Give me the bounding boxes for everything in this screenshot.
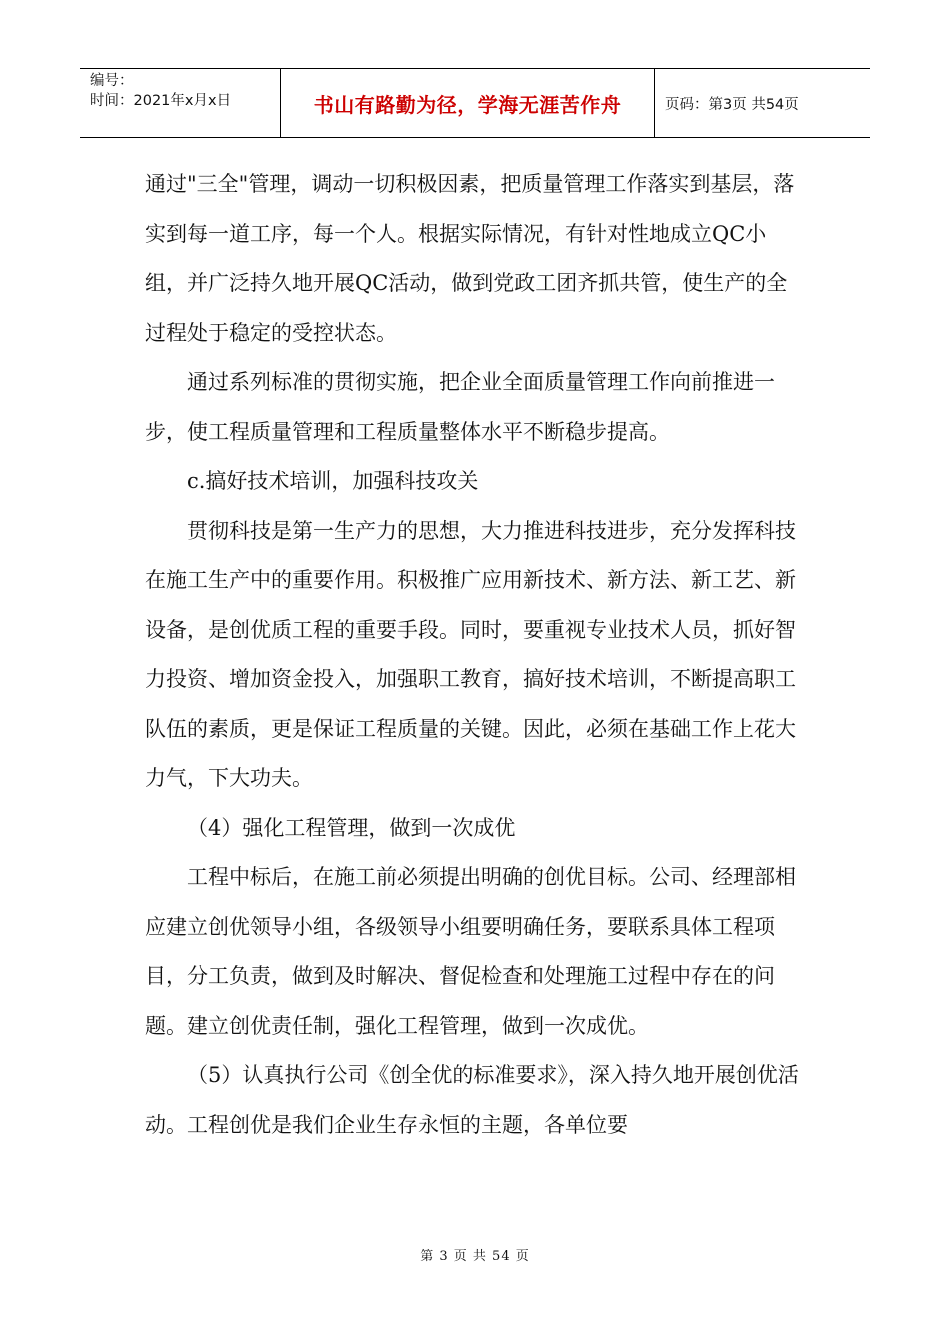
document-number-label: 编号： bbox=[90, 73, 134, 89]
document-date-label: 时间：2021年x月x日 bbox=[90, 93, 232, 109]
header-motto: 书山有路勤为径，学海无涯苦作舟 bbox=[281, 69, 655, 137]
page-footer: 第 3 页 共 54 页 bbox=[420, 1249, 530, 1264]
paragraph-1: 通过"三全"管理，调动一切积极因素，把质量管理工作落实到基层，落实到每一道工序，每一个人。根据实际情况，有针对性地成立QC小组，并广泛持久地开展QC活动，做到党政工团齐抓共管，使生产的全过程处于稳定的受控状态。 bbox=[145, 172, 795, 345]
document-body bbox=[145, 160, 805, 1150]
section-heading-4: （4）强化工程管理，做到一次成优 bbox=[187, 815, 516, 840]
paragraph-4: 工程中标后，在施工前必须提出明确的创优目标。公司、经理部相应建立创优领导小组，各级领导小组要明确任务，要联系具体工程项目，分工负责，做到及时解决、督促检查和处理施工过程中存在的问题。建立创优责任制，强化工程管理，做到一次成优。 bbox=[145, 865, 796, 1038]
paragraph-3: 贯彻科技是第一生产力的思想，大力推进科技进步，充分发挥科技在施工生产中的重要作用。积极推广应用新技术、新方法、新工艺、新设备，是创优质工程的重要手段。同时，要重视专业技术人员，抓好智力投资、增加资金投入，加强职工教育，搞好技术培训，不断提高职工队伍的素质，更是保证工程质量的关键。因此，必须在基础工作上花大力气，下大功夫。 bbox=[145, 518, 796, 790]
paragraph-5: （5）认真执行公司《创全优的标准要求》，深入持久地开展创优活动。工程创优是我们企业生存永恒的主题，各单位要 bbox=[145, 1063, 799, 1137]
header-page-info: 页码：第3页 共54页 bbox=[665, 96, 799, 113]
paragraph-2: 通过系列标准的贯彻实施，把企业全面质量管理工作向前推进一步，使工程质量管理和工程质量整体水平不断稳步提高。 bbox=[145, 370, 775, 444]
section-heading-c: c.搞好技术培训，加强科技攻关 bbox=[187, 469, 479, 493]
page-header bbox=[80, 68, 870, 138]
header-meta-cell bbox=[80, 69, 281, 137]
